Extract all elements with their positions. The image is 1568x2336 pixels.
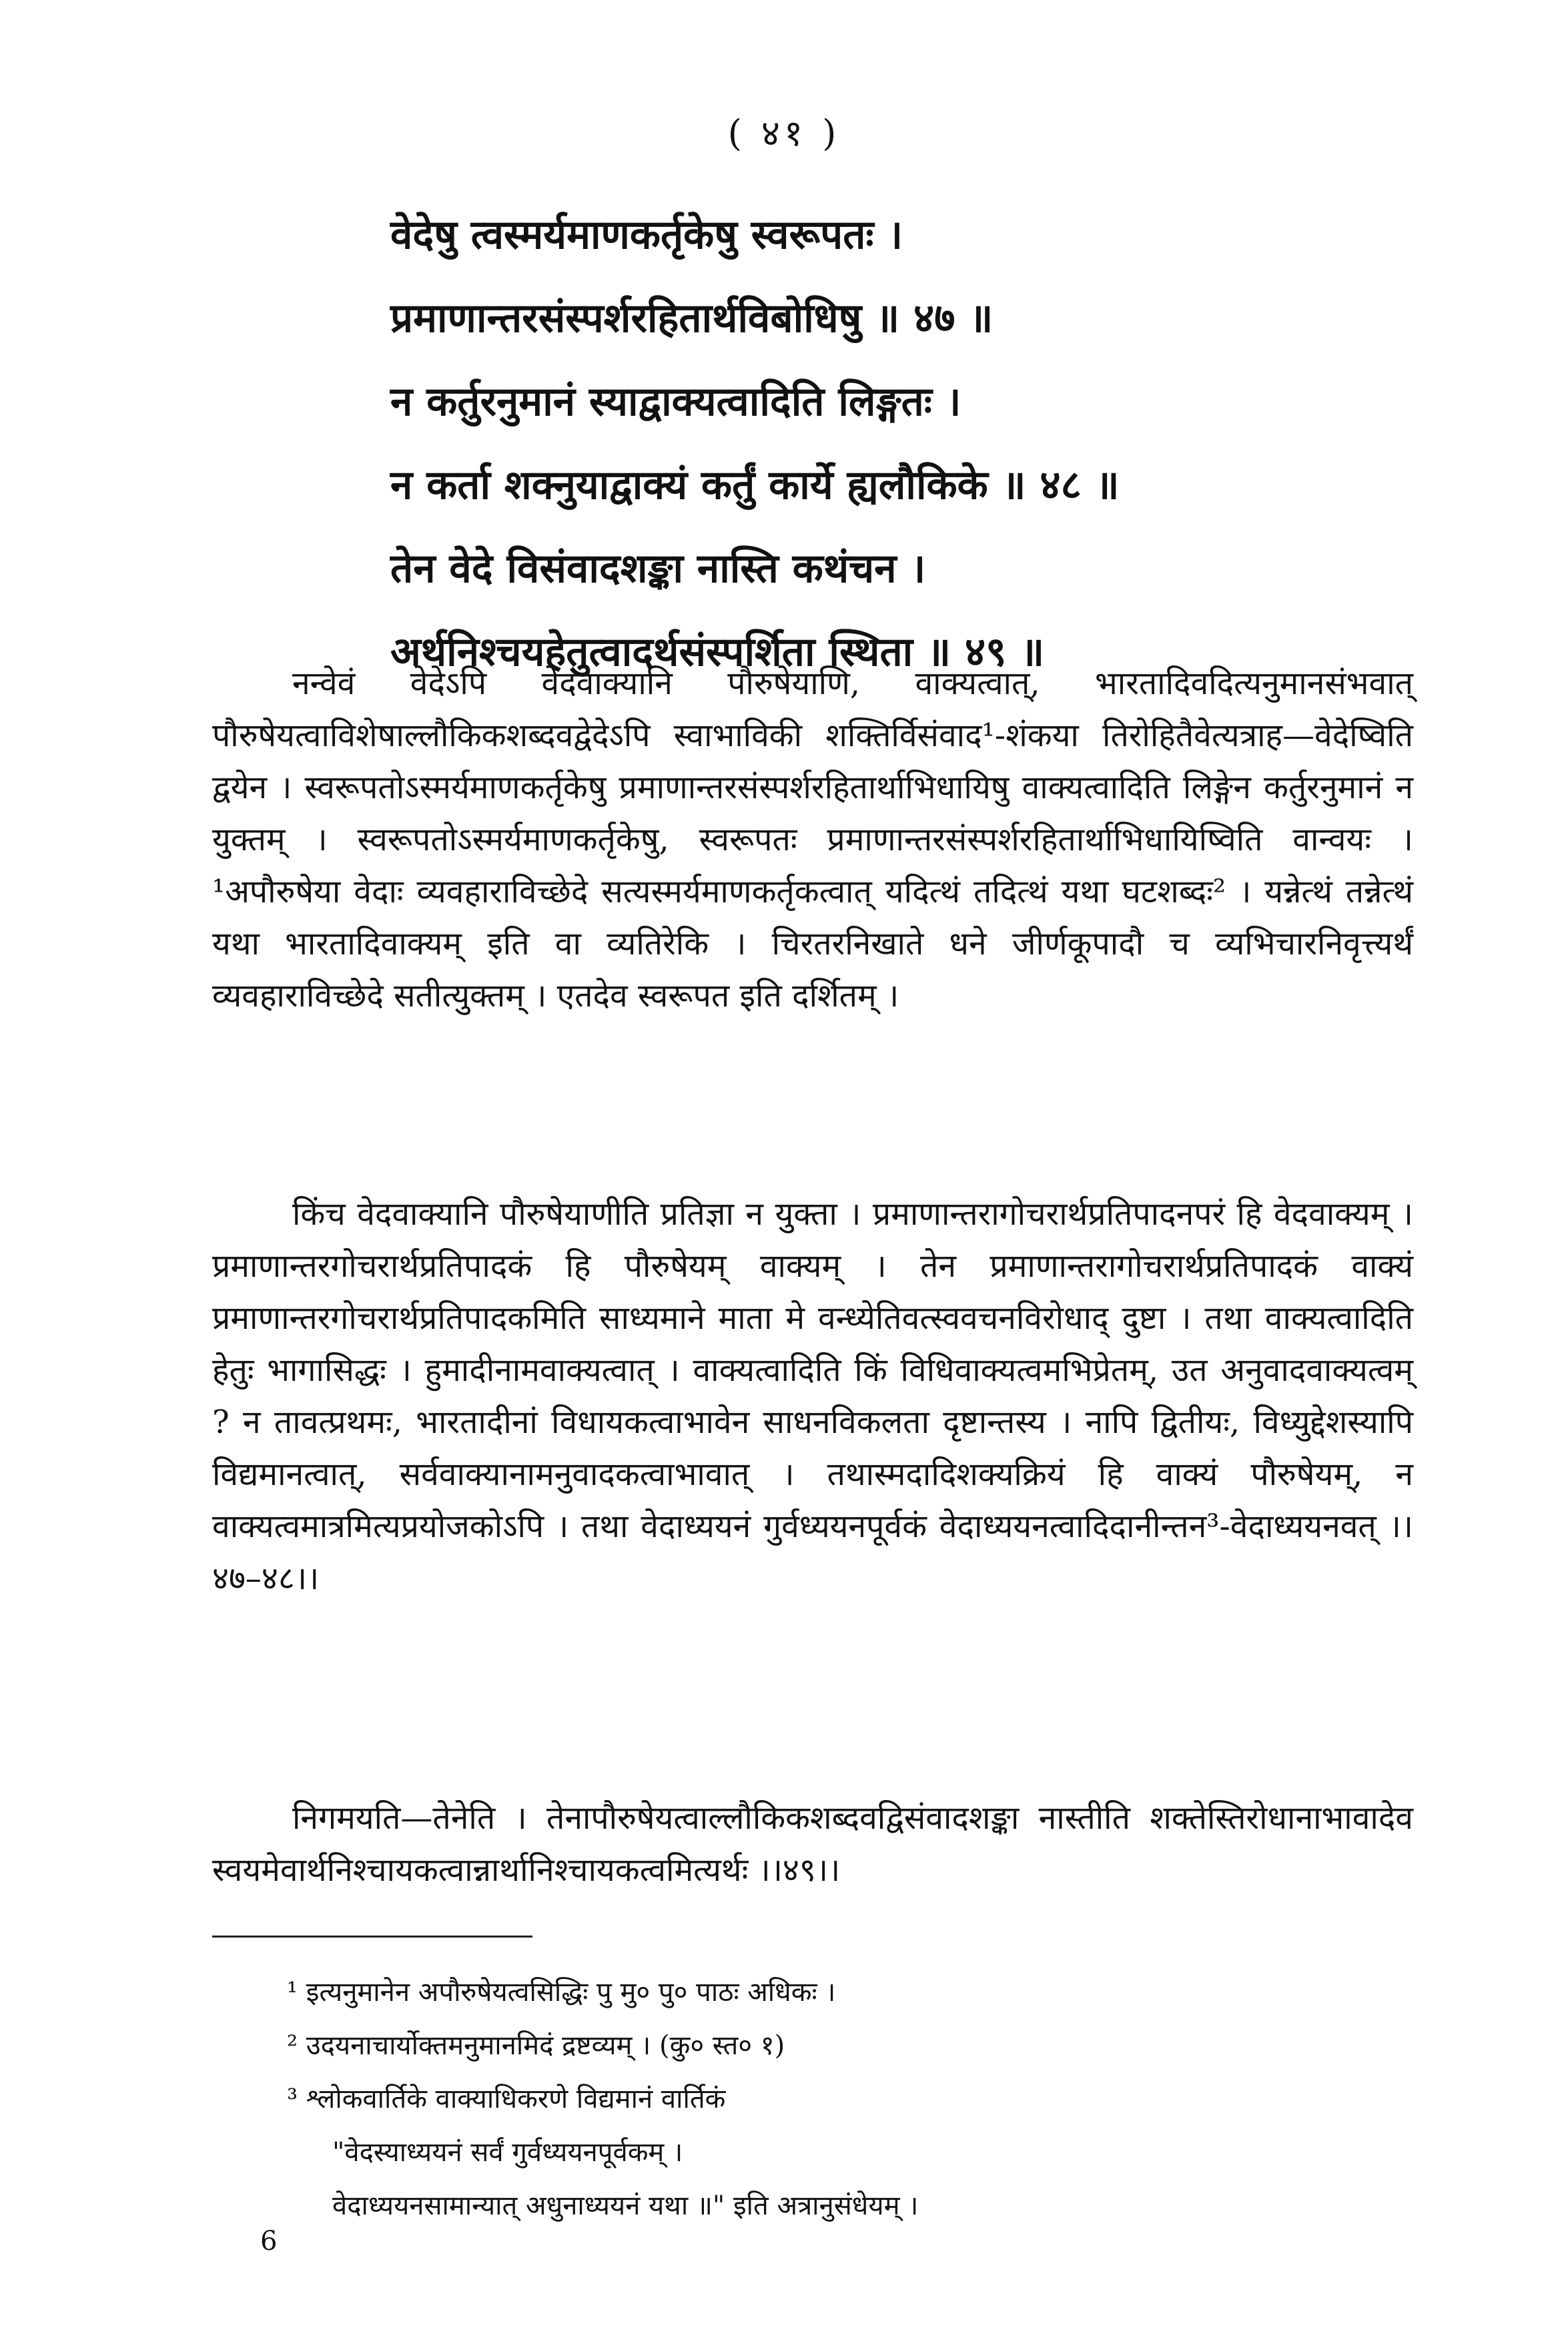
footnote-3-quote-line-1: "वेदस्याध्ययनं सर्वं गुर्वध्ययनपूर्वकम् । (332, 2137, 683, 2168)
signature-mark: 6 (260, 2226, 278, 2257)
commentary-text: नन्वेवं वेदेऽपि वेदवाक्यानि पौरुषेयाणि, वाक्यत्वात्, भारतादिवदित्यनुमानसंभवात् पौरुषेयत्वाविशेषाल्लौकिकशब्दवद्वेदेऽपि स्वाभाविकी शक्तिर्विसंवाद¹-शंकया तिरोहितैवेत्यत्राह—वेदेष्विति द्वयेन । स्वरूपतोऽस्मर्यमाणकर्तृकेषु प्रमाणान्तरसंस्पर्शरहितार्थाभिधायिषु वाक्यत्वादिति लिङ्गेन कर्तुरनुमानं न युक्तम् । स्वरूपतोऽस्मर्यमाणकर्तृकेषु, स्वरूपतः प्रमाणान्तरसंस्पर्शरहितार्थाभिधायिष्विति वान्वयः । ¹अपौरुषेया वेदाः व्यवहाराविच्छेदे सत्यस्मर्यमाणकर्तृकत्वात् यदित्थं तदित्थं यथा घटशब्दः² । यन्नेत्थं तन्नेत्थं यथा भारतादिवाक्यम् इति वा व्यतिरेकि । चिरतरनिखाते धने जीर्णकूपादौ च व्यभिचारनिवृत्त्यर्थं व्यवहाराविच्छेदे सतीत्युक्तम् । एतदेव स्वरूपत इति दर्शितम् । (212, 665, 1413, 1014)
footnote-divider (212, 1936, 532, 1938)
verse-line: प्रमाणान्तरसंस्पर्शरहितार्थविबोधिषु ॥ ४७ ॥ (390, 295, 994, 342)
commentary-paragraph-2 (212, 1188, 1413, 1604)
verse-line: अर्थनिश्चयहेतुत्वादर्थसंस्पर्शिता स्थिता ॥ ४९ ॥ (390, 629, 1045, 675)
footnotes (287, 1966, 1388, 2233)
verse-line: तेन वेदे विसंवादशङ्का नास्ति कथंचन । (390, 545, 926, 592)
commentary-paragraph-1 (212, 657, 1413, 1022)
commentary-text: निगमयति—तेनेति । तेनापौरुषेयत्वाल्लौकिकशब्दवद्विसंवादशङ्का नास्तीति शक्तेस्तिरोधानाभावादेव स्वयमेवार्थनिश्चायकत्वान्नार्थानिश्चायकत्वमित्यर्थः ।।४९।। (212, 1799, 1413, 1889)
verse-line: न कर्तुरनुमानं स्याद्वाक्यत्वादिति लिङ्गतः । (390, 378, 961, 425)
footnote-3-quote-line-2: वेदाध्ययनसामान्यात् अधुनाध्ययनं यथा ॥" इति अत्रानुसंधेयम् । (332, 2191, 919, 2221)
commentary-text: किंच वेदवाक्यानि पौरुषेयाणीति प्रतिज्ञा न युक्ता । प्रमाणान्तरागोचरार्थप्रतिपादनपरं हि वेदवाक्यम् । प्रमाणान्तरगोचरार्थप्रतिपादकं हि पौरुषेयम् वाक्यम् । तेन प्रमाणान्तरागोचरार्थप्रतिपादकं वाक्यं प्रमाणान्तरगोचरार्थप्रतिपादकमिति साध्यमाने माता मे वन्ध्येतिवत्स्ववचनविरोधाद् दुष्टा । तथा वाक्यत्वादिति हेतुः भागासिद्धः । हुमादीनामवाक्यत्वात् । वाक्यत्वादिति किं विधिवाक्यत्वमभिप्रेतम्, उत अनुवादवाक्यत्वम् ? न तावत्प्रथमः, भारतादीनां विधायकत्वाभावेन साधनविकलता दृष्टान्तस्य । नापि द्वितीयः, विध्युद्देशस्यापि विद्यमानत्वात्, सर्ववाक्यानामनुवादकत्वाभावात् । तथास्मदादिशक्यक्रियं हि वाक्यं पौरुषेयम्, न वाक्यत्वमात्रमित्यप्रयोजकोऽपि । तथा वेदाध्ययनं गुर्वध्ययनपूर्वकं वेदाध्ययनत्वादिदानीन्तन³-वेदाध्ययनवत् ।।४७–४८।। (212, 1195, 1413, 1597)
commentary-paragraph-3 (212, 1792, 1413, 1896)
page-number: ( ४१ ) (727, 112, 841, 154)
verse-line: न कर्ता शक्नुयाद्वाक्यं कर्तुं कार्ये ह्यलौकिके ॥ ४८ ॥ (390, 462, 1120, 509)
footnote-1: ¹ इत्यनुमानेन अपौरुषेयत्वसिद्धिः पु मु० पु० पाठः अधिकः । (287, 1977, 836, 2008)
footnote-3: ³ श्लोकवार्तिके वाक्याधिकरणे विद्यमानं वार्तिकं (287, 2084, 726, 2114)
verse-block (390, 194, 1391, 694)
footnote-2: ² उदयनाचार्योक्तमनुमानमिदं द्रष्टव्यम् । (कु० स्त० १) (287, 2030, 785, 2061)
verse-line: वेदेषु त्वस्मर्यमाणकर्तृकेषु स्वरूपतः । (390, 212, 903, 258)
